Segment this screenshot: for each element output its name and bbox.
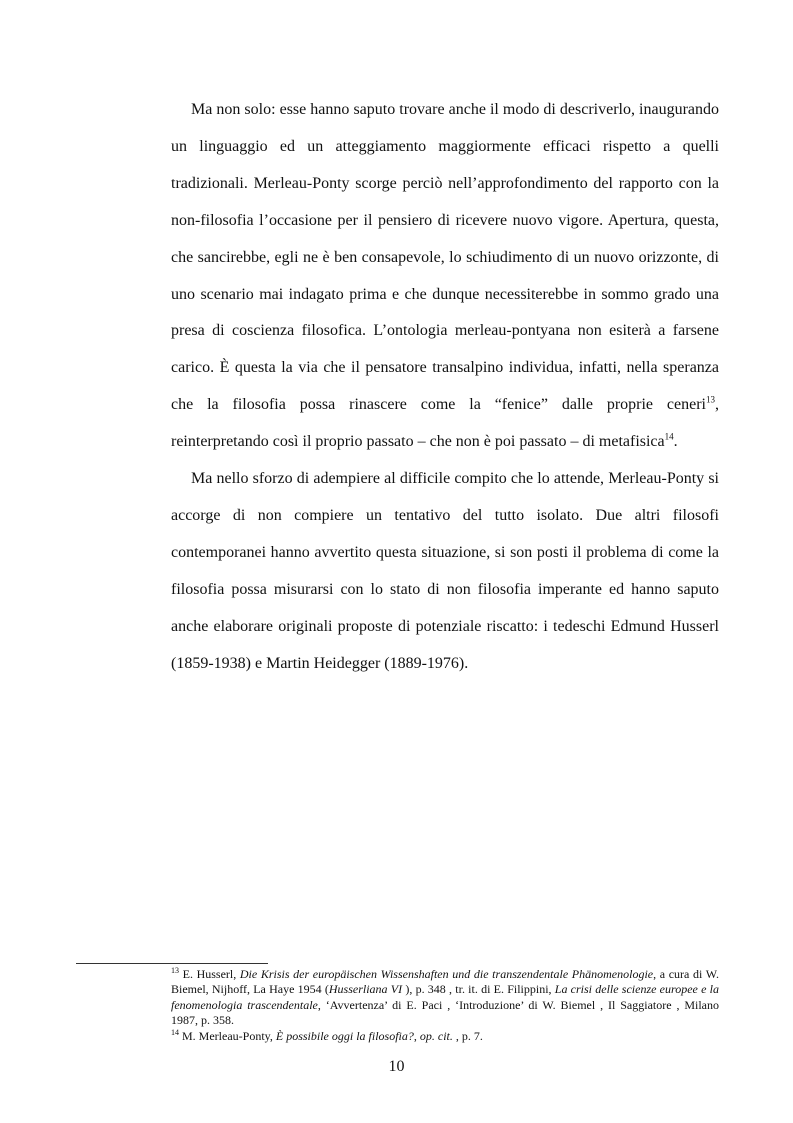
footnote-ref: 13 [171, 966, 179, 975]
text-run: E. Husserl, [179, 967, 240, 981]
text-run: Ma nello sforzo di adempiere al difficile compito che lo attende, Merleau-Ponty si accorge di non compiere un tentativo del tutto isolato. Due altri filosofi contemporanei hanno avvertito questa situazione, si son posti il problema di come la filosofia possa misurarsi con lo stato di non filosofia imperante ed hanno saputo anche elaborare originali proposte di potenziale riscatto: i tedeschi Edmund Husserl (1859-1938) e Martin Heidegger (1889-1976). [171, 470, 719, 672]
footnote-separator [76, 963, 268, 964]
italic-text: op. cit. [419, 1028, 453, 1043]
italic-text: È possibile oggi la filosofia? [275, 1028, 414, 1043]
footnote-14 [171, 1029, 719, 1044]
text-run: Ma non solo: esse hanno saputo trovare anche il modo di descriverlo, inaugurando un linguaggio ed un atteggiamento maggiormente efficaci rispetto a quelli tradizionali. Merleau-Ponty scorge perciò nell’approfondimento del rapporto con la non-filosofia l’occasione per il pensiero di ricevere nuovo vigore. Apertura, questa, che sancirebbe, egli ne è ben consapevole, lo schiudimento di un nuovo orizzonte, di uno scenario mai indagato prima e che dunque necessiterebbe in sommo grado una presa di coscienza filosofica. L’ontologia merleau-pontyana non esiterà a farsene carico. È questa la via che il pensatore transalpino individua, infatti, nella speranza che la filosofia possa rinascere come la “fenice” dalle proprie ceneri [171, 101, 719, 414]
italic-text: La crisi delle scienze europee e la fenomenologia trascendentale [171, 982, 720, 1012]
footnote-ref: 13 [706, 394, 715, 405]
italic-text: Die Krisis der europäischen Wissenshaften und die transzendentale Phänomenologie [239, 967, 654, 981]
text-run: M. Merleau-Ponty, [179, 1028, 276, 1043]
paragraph-1 [171, 92, 719, 461]
text-run: ), p. 348 , tr. it. di E. Filippini, [402, 982, 555, 997]
footnote-13 [171, 967, 719, 1029]
text-run: . [673, 433, 678, 451]
footnote-ref: 14 [664, 431, 674, 442]
footnotes [171, 967, 719, 1044]
paragraph-2 [171, 461, 719, 682]
text-run: , a cura di W. Biemel, Nijhoff, La Haye 1954 ( [171, 967, 719, 997]
text-run: , reinterpretando così il proprio passato – che non è poi passato – di metafisica [171, 396, 719, 451]
page-number: 10 [388, 1058, 405, 1075]
footnote-ref: 14 [171, 1027, 179, 1037]
text-run: , ‘Avvertenza’ di E. Paci , ‘Introduzione’ di W. Biemel , Il Saggiatore , Milano 1987, p. 358. [171, 997, 720, 1028]
text-run: , p. 7. [452, 1028, 483, 1043]
body-text [171, 92, 719, 683]
italic-text: Husserliana VI [328, 982, 403, 997]
text-run: , [413, 1028, 420, 1043]
